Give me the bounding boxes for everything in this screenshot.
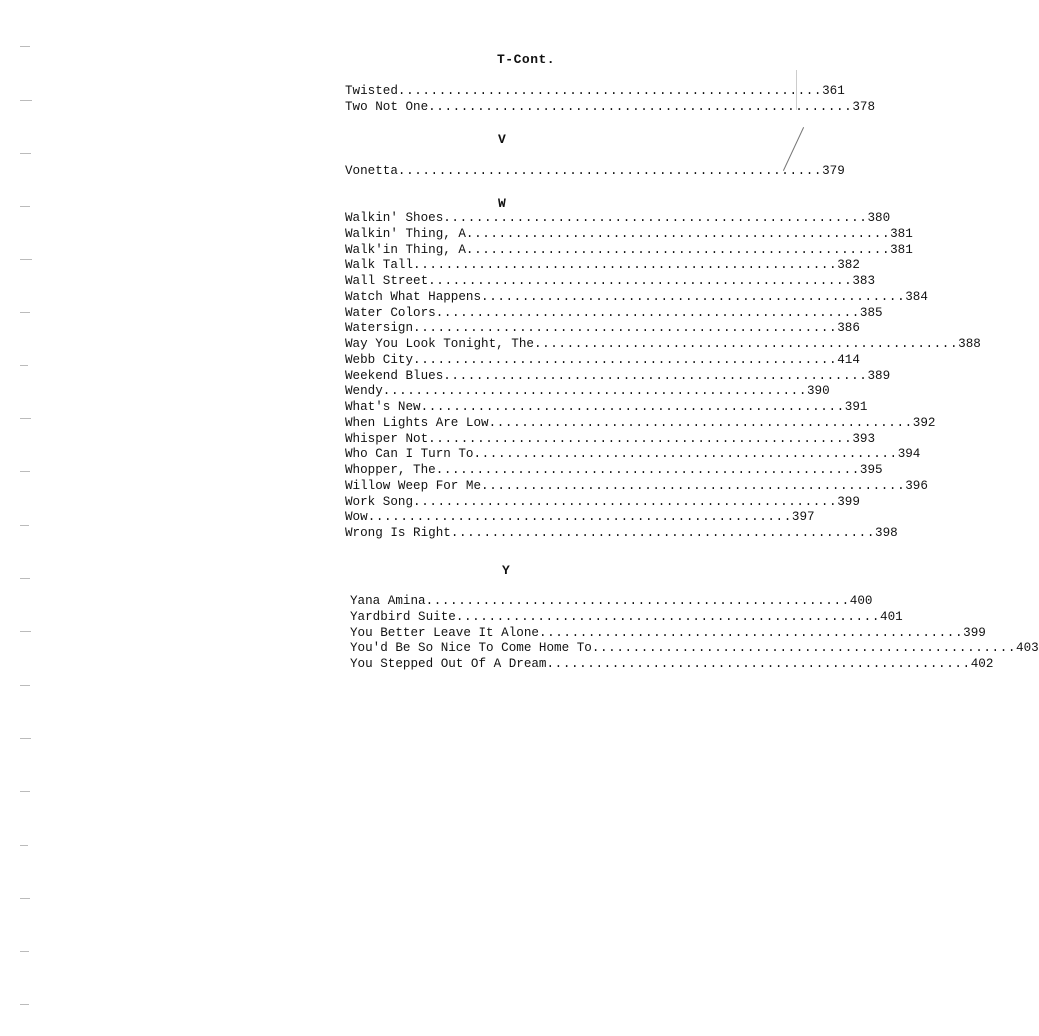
entry-title: What's New — [345, 400, 421, 414]
entry-title: Twisted — [345, 84, 398, 98]
dot-leader: .................................................... — [481, 289, 906, 304]
entry-title: When Lights Are Low — [345, 415, 489, 430]
dot-leader: .................................................... — [465, 242, 891, 257]
section-heading-w: W — [498, 196, 507, 211]
index-entry — [345, 526, 898, 542]
section-heading-v: V — [498, 132, 507, 147]
entry-title: Walkin' Shoes — [345, 211, 444, 225]
index-entry — [345, 211, 891, 227]
entry-page: 396 — [905, 478, 928, 493]
dot-leader: .................................................... — [533, 337, 959, 351]
index-entry — [345, 99, 876, 116]
index-entry — [345, 415, 936, 432]
index-entry — [345, 447, 921, 463]
index-entry — [345, 431, 876, 448]
entry-page: 386 — [837, 321, 860, 336]
entry-title: Walk'in Thing, A — [345, 242, 466, 257]
entry-title: Yardbird Suite — [350, 609, 456, 624]
dot-leader: .................................................... — [546, 657, 971, 671]
index-entry — [345, 164, 845, 180]
entry-page: 395 — [859, 463, 883, 477]
entry-page: 401 — [880, 609, 903, 624]
entry-page: 392 — [912, 415, 936, 430]
index-entry — [350, 625, 986, 642]
dot-leader: .................................................... — [443, 368, 868, 383]
dot-leader: .................................................... — [428, 431, 853, 446]
index-entry — [350, 657, 994, 673]
index-entry — [345, 510, 815, 526]
entry-page: 384 — [905, 289, 928, 304]
section-heading-y: Y — [502, 563, 511, 578]
entry-title: Wendy — [345, 384, 383, 399]
dot-leader: .................................................... — [443, 211, 868, 225]
dot-leader: .................................................... — [465, 226, 891, 241]
entry-title: Two Not One — [345, 99, 429, 114]
section-list-v — [345, 164, 845, 180]
entry-title: You'd Be So Nice To Come Home To — [350, 641, 592, 656]
dot-leader: .................................................... — [488, 415, 913, 430]
dot-leader: .................................................... — [382, 384, 807, 399]
dot-leader: .................................................... — [591, 641, 1017, 656]
section-list-y — [350, 594, 1039, 673]
index-entry — [350, 609, 903, 626]
index-entry — [345, 84, 845, 100]
entry-title: Yana Amina — [350, 594, 426, 608]
index-entry — [345, 384, 830, 400]
entry-title: Willow Weep For Me — [345, 478, 482, 493]
index-entry — [345, 352, 860, 369]
entry-page: 403 — [1016, 641, 1039, 656]
dot-leader: .................................................... — [481, 478, 906, 493]
entry-title: Watch What Happens — [345, 289, 482, 304]
dot-leader: .................................................... — [420, 400, 845, 414]
entry-title: Work Song — [345, 494, 414, 509]
index-entry — [345, 400, 868, 416]
dot-leader: .................................................... — [425, 594, 850, 608]
entry-page: 397 — [791, 510, 815, 525]
dot-leader: .................................................... — [435, 305, 860, 320]
entry-page: 402 — [970, 657, 994, 671]
dot-leader: .................................................... — [428, 274, 853, 288]
entry-title: Water Colors — [345, 305, 436, 320]
section-list-w — [345, 211, 981, 542]
entry-page: 391 — [844, 400, 868, 414]
dot-leader: .................................................... — [413, 352, 838, 367]
index-entry — [345, 463, 883, 479]
dot-leader: .................................................... — [413, 494, 838, 509]
index-entry — [345, 337, 981, 353]
entry-page: 398 — [875, 526, 898, 540]
entry-page: 381 — [890, 242, 913, 257]
entry-title: Wrong Is Right — [345, 526, 451, 540]
index-entry — [345, 258, 860, 274]
entry-title: Who Can I Turn To — [345, 447, 474, 462]
entry-title: Weekend Blues — [345, 368, 444, 383]
dot-leader: .................................................... — [428, 99, 853, 114]
section-list-t — [345, 84, 876, 116]
entry-page: 383 — [852, 274, 876, 288]
index-entry — [345, 274, 876, 290]
dot-leader: .................................................... — [473, 447, 898, 462]
dot-leader: .................................................... — [397, 164, 823, 178]
index-entry — [345, 226, 913, 243]
index-entry — [345, 321, 860, 337]
entry-title: Wall Street — [345, 274, 429, 288]
entry-title: Watersign — [345, 321, 414, 336]
index-entry — [350, 594, 873, 610]
index-entry — [345, 494, 860, 511]
entry-page: 361 — [822, 84, 845, 98]
entry-page: 399 — [963, 625, 986, 640]
entry-page: 382 — [837, 258, 860, 273]
index-entry — [345, 478, 928, 495]
entry-page: 399 — [837, 494, 860, 509]
dot-leader: .................................................... — [367, 510, 792, 525]
entry-page: 379 — [822, 164, 845, 178]
dot-leader: .................................................... — [455, 609, 881, 624]
entry-page: 393 — [852, 431, 876, 446]
entry-page: 400 — [849, 594, 873, 608]
entry-title: Whisper Not — [345, 431, 429, 446]
index-entry — [345, 289, 928, 306]
dot-leader: .................................................... — [413, 321, 838, 336]
dot-leader: .................................................... — [538, 625, 964, 640]
entry-page: 390 — [807, 384, 830, 399]
entry-page: 389 — [867, 368, 891, 383]
dot-leader: .................................................... — [450, 526, 876, 540]
index-entry — [345, 242, 913, 259]
dot-leader: .................................................... — [435, 463, 860, 477]
entry-title: You Stepped Out Of A Dream — [350, 657, 547, 671]
section-heading-t-cont: T-Cont. — [497, 52, 556, 67]
entry-page: 394 — [897, 447, 921, 462]
dot-leader: .................................................... — [397, 84, 823, 98]
index-entry — [345, 368, 891, 385]
entry-title: Wow — [345, 510, 368, 525]
entry-title: You Better Leave It Alone — [350, 625, 539, 640]
index-entry — [350, 641, 1039, 657]
entry-page: 381 — [890, 226, 913, 241]
entry-title: Way You Look Tonight, The — [345, 337, 534, 351]
entry-title: Walkin' Thing, A — [345, 226, 466, 241]
entry-page: 414 — [837, 352, 860, 367]
entry-title: Whopper, The — [345, 463, 436, 477]
entry-page: 378 — [852, 99, 876, 114]
dot-leader: .................................................... — [413, 258, 838, 273]
entry-title: Vonetta — [345, 164, 398, 178]
entry-page: 380 — [867, 211, 891, 225]
entry-page: 388 — [958, 337, 981, 351]
entry-title: Webb City — [345, 352, 414, 367]
entry-title: Walk Tall — [345, 258, 414, 273]
entry-page: 385 — [859, 305, 883, 320]
index-entry — [345, 305, 883, 322]
